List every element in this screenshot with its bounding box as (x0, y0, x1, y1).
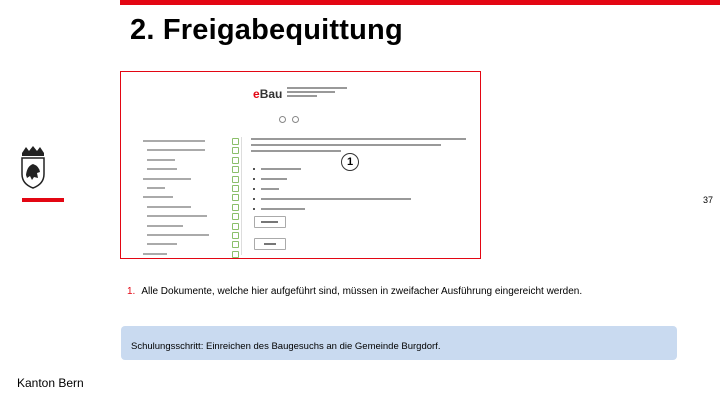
ebau-logo: eBau (253, 87, 283, 101)
note-text: Alle Dokumente, welche hier aufgeführt sind, müssen in zweifacher Ausführung eingereicht werden. (141, 286, 583, 297)
screenshot-content (251, 138, 471, 216)
step-note (127, 286, 582, 297)
logo-subtitle (287, 87, 357, 99)
step-marker: 1 (341, 153, 359, 171)
footer-brand: Kanton Bern (17, 376, 84, 390)
slide-title: 2. Freigabequittung (130, 14, 403, 46)
bern-crest-icon (18, 144, 48, 189)
training-step-box (121, 326, 677, 360)
slide-number: 37 (702, 195, 713, 205)
toolbar-icons (279, 110, 305, 128)
screenshot-next-button (254, 238, 286, 250)
top-accent-bar (120, 0, 720, 5)
nav-divider (241, 137, 242, 255)
training-step-text: Schulungsschritt: Einreichen des Baugesuchs an die Gemeinde Burgdorf. (131, 341, 441, 352)
ebau-screenshot (120, 71, 481, 259)
screenshot-nav (143, 137, 243, 259)
left-accent-stripe (22, 198, 64, 202)
note-number: 1. (127, 286, 136, 297)
screenshot-print-button (254, 216, 286, 228)
